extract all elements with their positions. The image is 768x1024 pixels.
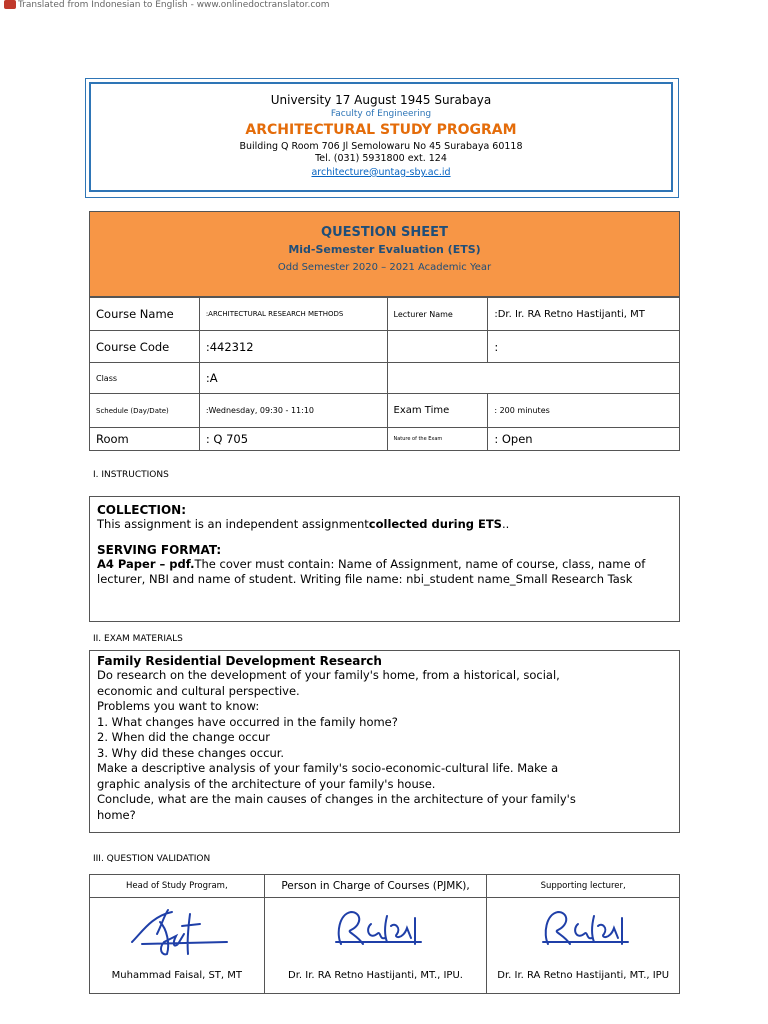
row2-right-value: :	[488, 331, 680, 363]
materials-line: graphic analysis of the architecture of your family's house.	[97, 776, 436, 791]
class-value: :A	[199, 363, 387, 394]
materials-line: Make a descriptive analysis of your family's socio-economic-cultural life. Make a	[97, 761, 559, 775]
col2-title: Person in Charge of Courses (PJMK),	[264, 875, 487, 898]
faculty-name: Faculty of Engineering	[330, 109, 432, 120]
format-text: A4 Paper – pdf.The cover must contain: Name of Assignment, name of course, class, name of lecturer, NBI and name of student. Writing file name: nbi_student name_Small Research Task	[97, 556, 646, 586]
collection-text: This assignment is an independent assignmentcollected during ETS..	[97, 517, 510, 531]
materials-line: Do research on the development of your family's home, from a historical, social,	[97, 668, 560, 682]
question-sheet-title: QUESTION SHEET	[321, 225, 448, 240]
letterhead	[89, 82, 673, 192]
signature-cell-3	[487, 898, 680, 994]
schedule-label: Schedule (Day/Date)	[90, 394, 200, 428]
signature-image-retno-2	[528, 904, 638, 959]
course-name-label: Course Name	[90, 298, 200, 331]
address: Building Q Room 706 Jl Semolowaru No 45 Surabaya 60118	[239, 140, 523, 152]
instructions-box	[89, 496, 680, 622]
signature-cell-2	[264, 898, 487, 994]
translation-bar[interactable]	[0, 0, 330, 11]
lecturer-value: :Dr. Ir. RA Retno Hastijanti, MT	[488, 298, 680, 331]
room-value: : Q 705	[199, 428, 387, 451]
validation-table	[89, 874, 680, 994]
course-name-value: :ARCHITECTURAL RESEARCH METHODS	[199, 298, 387, 331]
exam-time-value: : 200 minutes	[488, 394, 680, 428]
program-name: ARCHITECTURAL STUDY PROGRAM	[245, 122, 517, 139]
room-label: Room	[90, 428, 200, 451]
col2-name: Dr. Ir. RA Retno Hastijanti, MT., IPU.	[288, 970, 463, 981]
course-code-label: Course Code	[90, 331, 200, 363]
empty-cell	[387, 363, 680, 394]
validation-heading: III. QUESTION VALIDATION	[93, 854, 211, 864]
university-name: University 17 August 1945 Surabaya	[270, 93, 492, 107]
instructions-heading: I. INSTRUCTIONS	[93, 470, 169, 480]
materials-line: 1. What changes have occurred in the family home?	[97, 714, 398, 729]
col3-name: Dr. Ir. RA Retno Hastijanti, MT., IPU	[497, 970, 670, 981]
col3-title: Supporting lecturer,	[487, 875, 680, 898]
translator-logo-icon	[4, 0, 16, 9]
col1-name: Muhammad Faisal, ST, MT	[111, 970, 243, 981]
nature-label: Nature of the Exam	[387, 428, 488, 451]
course-code-value: :442312	[199, 331, 387, 363]
question-sheet-banner	[89, 211, 680, 297]
materials-box	[89, 650, 680, 833]
signature-cell-1	[90, 898, 265, 994]
lecturer-label: Lecturer Name	[387, 298, 488, 331]
empty-cell	[387, 331, 488, 363]
materials-heading: II. EXAM MATERIALS	[93, 634, 183, 644]
materials-line: 2. When did the change occur	[97, 730, 270, 744]
format-title: SERVING FORMAT:	[97, 542, 222, 557]
materials-line: Conclude, what are the main causes of changes in the architecture of your family's	[97, 792, 576, 806]
col1-title: Head of Study Program,	[90, 875, 265, 898]
email-link[interactable]: architecture@untag-sby.ac.id	[311, 166, 451, 178]
question-sheet-semester: Odd Semester 2020 – 2021 Academic Year	[277, 262, 492, 273]
materials-line: 3. Why did these changes occur.	[97, 745, 285, 760]
signature-image-faisal	[112, 904, 242, 964]
format-bold: A4 Paper – pdf.	[97, 556, 195, 571]
collection-title: COLLECTION:	[97, 503, 186, 517]
nature-value: : Open	[488, 428, 680, 451]
exam-time-label: Exam Time	[387, 394, 488, 428]
class-label: Class	[90, 363, 200, 394]
materials-title: Family Residential Development Research	[97, 654, 382, 668]
phone: Tel. (031) 5931800 ext. 124	[315, 153, 447, 165]
schedule-value: :Wednesday, 09:30 - 11:10	[199, 394, 387, 428]
collection-bold: collected during ETS	[368, 517, 502, 531]
question-sheet-subtitle: Mid-Semester Evaluation (ETS)	[288, 243, 481, 256]
materials-line: home?	[97, 807, 136, 822]
translation-bar-text: Translated from Indonesian to English - www.onlinedoctranslator.com	[18, 0, 330, 10]
materials-line: Problems you want to know:	[97, 699, 260, 713]
signature-image-retno	[321, 904, 431, 959]
materials-line: economic and cultural perspective.	[97, 683, 300, 698]
course-info-table	[89, 297, 680, 451]
